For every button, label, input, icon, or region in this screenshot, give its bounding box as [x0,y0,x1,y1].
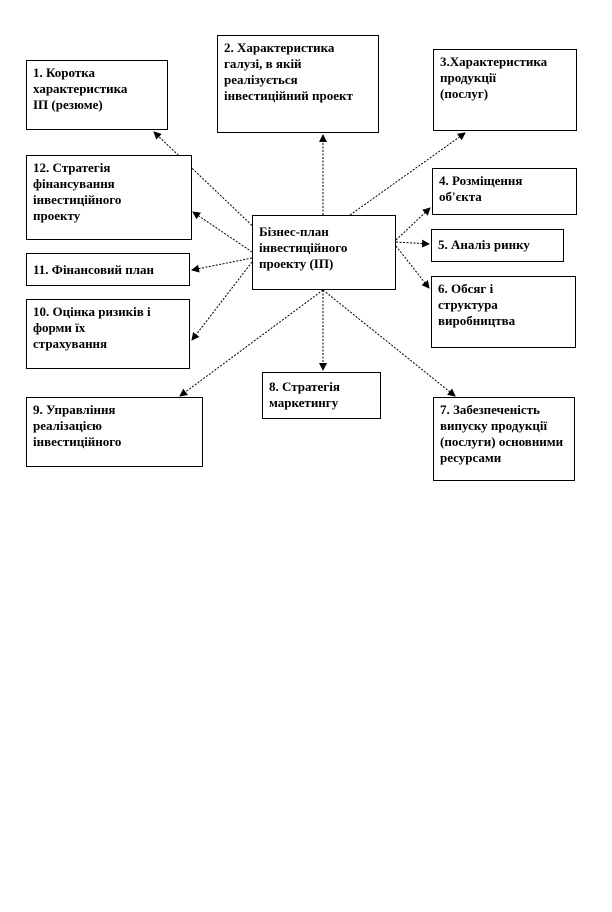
box-3-label: 3.Характеристика продукції (послуг) [440,54,548,101]
box-10-risk-assessment [26,299,190,369]
box-1-short-summary [26,60,168,130]
box-12-label: 12. Стратегія фінансування інвестиційного проекту [33,160,122,223]
box-5-label: 5. Аналіз ринку [438,237,530,252]
box-2-label: 2. Характеристика галузі, в якій реалізується інвестиційний проект [224,40,353,103]
box-12-financing-strategy [26,155,192,240]
box-8-label: 8. Стратегія маркетингу [269,379,340,410]
box-4-object-location [432,168,577,215]
box-2-industry-characteristics [217,35,379,133]
box-11-label: 11. Фінансовий план [33,262,155,277]
box-11-financial-plan [26,253,190,286]
arrow-to-box-6 [396,246,429,288]
box-5-market-analysis [431,229,564,262]
box-4-label: 4. Розміщення об'єкта [439,173,523,204]
arrow-to-box-5 [396,242,429,244]
center-box-label: Бізнес-план інвестиційного проекту (ІП) [259,224,348,271]
box-9-implementation-management [26,397,203,467]
box-3-product-characteristics [433,49,577,131]
arrow-to-box-4 [396,208,430,240]
box-10-label: 10. Оцінка ризиків і форми їх страхування [33,304,151,351]
box-6-production-volume [431,276,576,348]
box-9-label: 9. Управління реалізацією інвестиційного [33,402,122,449]
box-7-label: 7. Забезпеченість випуску продукції (послуги) основними ресурсами [440,402,564,465]
box-7-resource-provision [433,397,575,481]
box-8-marketing-strategy [262,372,381,419]
box-1-label: 1. Коротка характеристика ІП (резюме) [33,65,128,112]
arrow-to-box-10 [192,262,252,340]
arrow-to-box-11 [192,258,252,270]
center-box-business-plan [252,215,396,290]
arrow-to-box-12 [193,212,252,252]
box-6-label: 6. Обсяг і структура виробництва [438,281,516,328]
